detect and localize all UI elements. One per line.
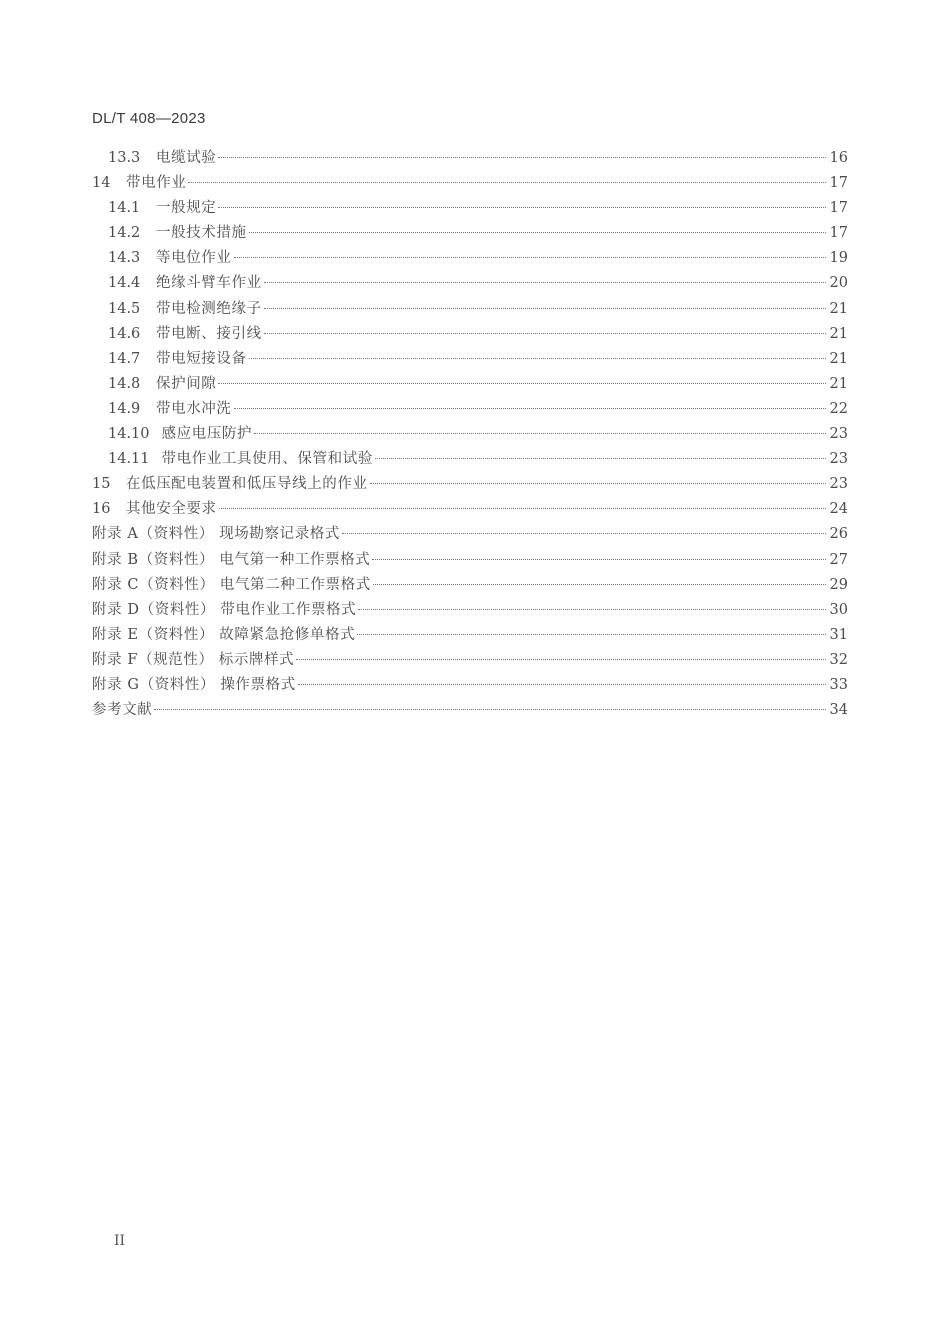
toc-entry[interactable] xyxy=(92,297,848,322)
toc-entry-title: 保护间隙 xyxy=(156,375,217,392)
toc-entry-page: 21 xyxy=(829,325,848,342)
toc-entry[interactable] xyxy=(92,372,848,397)
toc-leader-dots xyxy=(357,634,826,635)
toc-entry-title: 带电作业 xyxy=(126,175,187,192)
toc-entry-number: 14.8 xyxy=(108,375,141,392)
toc-entry-number: 14.9 xyxy=(108,400,141,417)
toc-entry-number: 14.10 xyxy=(108,426,150,443)
toc-entry-title: 附录 F（规范性） 标示牌样式 xyxy=(92,651,295,668)
toc-entry-title: 一般规定 xyxy=(156,200,217,217)
toc-leader-dots xyxy=(219,508,826,509)
toc-leader-dots xyxy=(298,684,826,685)
toc-entry-page: 31 xyxy=(829,626,848,643)
toc-leader-dots xyxy=(249,232,826,233)
toc-leader-dots xyxy=(234,257,827,258)
toc-entry-title: 带电检测绝缘子 xyxy=(156,300,262,317)
toc-entry-page: 34 xyxy=(829,702,848,719)
toc-entry-title: 其他安全要求 xyxy=(126,501,217,518)
toc-entry-page: 17 xyxy=(829,225,848,242)
toc-entry[interactable] xyxy=(92,598,848,623)
toc-entry-page: 20 xyxy=(829,275,848,292)
toc-entry-page: 32 xyxy=(829,651,848,668)
toc-entry[interactable] xyxy=(92,548,848,573)
toc-entry-number: 14.11 xyxy=(108,451,150,468)
toc-entry[interactable] xyxy=(92,171,848,196)
toc-entry[interactable] xyxy=(92,397,848,422)
toc-entry-number: 15 xyxy=(92,476,111,493)
toc-entry[interactable] xyxy=(92,447,848,472)
toc-entry-page: 17 xyxy=(829,175,848,192)
toc-entry-number: 13.3 xyxy=(108,150,141,166)
toc-entry-title: 在低压配电装置和低压导线上的作业 xyxy=(126,476,368,493)
toc-entry-number: 14 xyxy=(92,175,111,192)
toc-entry[interactable] xyxy=(92,673,848,698)
toc-entry-page: 17 xyxy=(829,200,848,217)
toc-entry[interactable] xyxy=(92,422,848,447)
page-number: II xyxy=(114,1233,126,1249)
toc-entry-title: 附录 C（资料性） 电气第二种工作票格式 xyxy=(92,576,371,593)
toc-entry-title: 一般技术措施 xyxy=(156,225,247,242)
toc-entry-title: 附录 D（资料性） 带电作业工作票格式 xyxy=(92,601,357,618)
toc-entry-title: 带电短接设备 xyxy=(156,350,247,367)
toc-leader-dots xyxy=(372,559,826,560)
toc-entry-page: 23 xyxy=(829,476,848,493)
toc-entry[interactable] xyxy=(92,221,848,246)
toc-leader-dots xyxy=(218,157,826,158)
toc-leader-dots xyxy=(342,533,826,534)
toc-entry-page: 33 xyxy=(829,676,848,693)
toc-entry-number: 14.7 xyxy=(108,350,141,367)
toc-entry-page: 19 xyxy=(829,250,848,267)
toc-entry-number: 14.4 xyxy=(108,275,141,292)
toc-entry-number: 14.5 xyxy=(108,300,141,317)
toc-entry[interactable] xyxy=(92,648,848,673)
toc-entry-page: 16 xyxy=(829,150,848,166)
toc-leader-dots xyxy=(358,609,826,610)
toc-entry-title: 绝缘斗臂车作业 xyxy=(156,275,262,292)
toc-entry[interactable] xyxy=(92,196,848,221)
toc-leader-dots xyxy=(264,308,826,309)
toc-leader-dots xyxy=(296,659,826,660)
toc-entry-title: 附录 G（资料性） 操作票格式 xyxy=(92,676,296,693)
toc-entry[interactable] xyxy=(92,246,848,271)
toc-entry-title: 电缆试验 xyxy=(156,150,217,166)
toc-leader-dots xyxy=(218,207,826,208)
toc-entry-number: 14.6 xyxy=(108,325,141,342)
toc-entry[interactable] xyxy=(92,623,848,648)
toc-leader-dots xyxy=(249,358,826,359)
toc-entry[interactable] xyxy=(92,347,848,372)
toc-entry-title: 感应电压防护 xyxy=(161,426,253,443)
toc-entry-page: 21 xyxy=(829,375,848,392)
toc-entry-title: 带电水冲洗 xyxy=(156,400,232,417)
toc-entry-page: 26 xyxy=(829,526,848,543)
toc-entry[interactable] xyxy=(92,698,848,723)
toc-leader-dots xyxy=(375,458,826,459)
toc-leader-dots xyxy=(254,433,826,434)
toc-entry-page: 23 xyxy=(829,451,848,468)
toc-entry-page: 21 xyxy=(829,300,848,317)
toc-leader-dots xyxy=(234,408,827,409)
toc-entry-number: 14.1 xyxy=(108,200,141,217)
toc-entry[interactable] xyxy=(92,522,848,547)
toc-entry-page: 22 xyxy=(829,400,848,417)
toc-leader-dots xyxy=(218,383,826,384)
toc-entry-title: 附录 A（资料性） 现场勘察记录格式 xyxy=(92,526,340,543)
standard-code-header: DL/T 408—2023 xyxy=(92,110,206,127)
toc-entry-number: 14.2 xyxy=(108,225,141,242)
toc-leader-dots xyxy=(370,483,826,484)
toc-leader-dots xyxy=(188,182,826,183)
toc-entry[interactable] xyxy=(92,497,848,522)
toc-entry-title: 带电断、接引线 xyxy=(156,325,262,342)
toc-entry[interactable] xyxy=(92,322,848,347)
toc-entry-title: 参考文献 xyxy=(92,702,153,719)
toc-leader-dots xyxy=(264,282,826,283)
toc-entry-title: 等电位作业 xyxy=(156,250,232,267)
toc-entry-page: 24 xyxy=(829,501,848,518)
toc-entry-page: 23 xyxy=(829,426,848,443)
toc-leader-dots xyxy=(264,333,826,334)
toc-entry-page: 27 xyxy=(829,551,848,568)
table-of-contents xyxy=(92,146,848,723)
toc-entry-number: 14.3 xyxy=(108,250,141,267)
toc-entry[interactable] xyxy=(92,271,848,296)
toc-entry[interactable] xyxy=(92,573,848,598)
toc-entry-title: 带电作业工具使用、保管和试验 xyxy=(161,451,373,468)
toc-entry-page: 21 xyxy=(829,350,848,367)
toc-entry-page: 30 xyxy=(829,601,848,618)
toc-entry[interactable] xyxy=(92,472,848,497)
toc-leader-dots xyxy=(154,709,826,710)
toc-entry-page: 29 xyxy=(829,576,848,593)
toc-leader-dots xyxy=(373,584,826,585)
toc-entry[interactable] xyxy=(92,146,848,171)
toc-entry-title: 附录 E（资料性） 故障紧急抢修单格式 xyxy=(92,626,356,643)
toc-entry-title: 附录 B（资料性） 电气第一种工作票格式 xyxy=(92,551,371,568)
toc-entry-number: 16 xyxy=(92,501,111,518)
